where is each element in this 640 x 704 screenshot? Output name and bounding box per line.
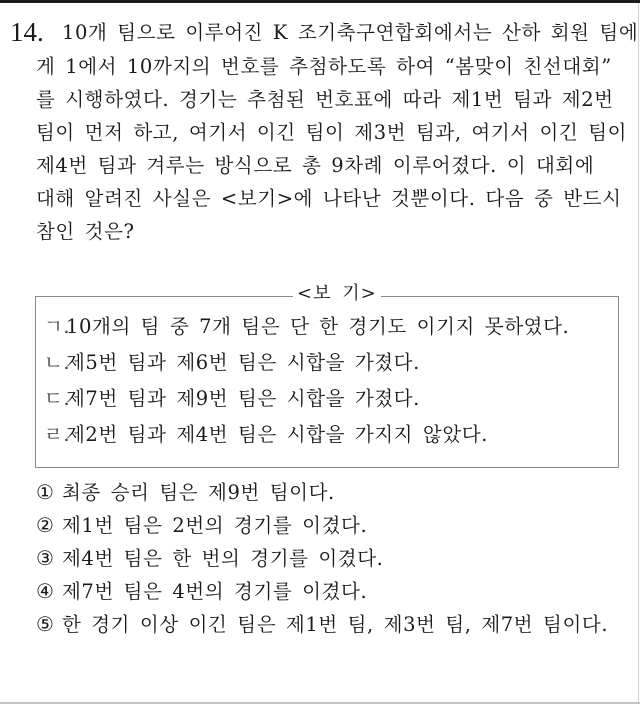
question-line: 참인 것은?	[36, 220, 135, 243]
question-line: 제4번 팀과 겨루는 방식으로 총 9차례 이루어졌다. 이 대회에	[36, 154, 595, 177]
answer-choice-2[interactable]	[36, 512, 367, 539]
answer-choice-4[interactable]	[36, 578, 367, 605]
bogi-text: 10개의 팀 중 7개 팀은 단 한 경기도 이기지 못하였다.	[66, 315, 570, 338]
bogi-text: 제7번 팀과 제9번 팀은 시합을 가졌다.	[66, 387, 420, 410]
choice-text: 제4번 팀은 한 번의 경기를 이겼다.	[62, 547, 384, 570]
question-line: 10개 팀으로 이루어진 K 조기축구연합회에서는 산하 회원 팀에	[62, 21, 639, 44]
bogi-item	[44, 350, 420, 376]
bogi-marker: ㄹ.	[44, 423, 71, 446]
question-line: 를 시행하였다. 경기는 추첨된 번호표에 따라 제1번 팀과 제2번	[36, 88, 614, 111]
bogi-item	[44, 422, 488, 448]
bogi-item	[44, 314, 569, 340]
bogi-text: 제5번 팀과 제6번 팀은 시합을 가졌다.	[66, 351, 420, 374]
choice-marker: ③	[36, 546, 55, 570]
bogi-text: 제2번 팀과 제4번 팀은 시합을 가지지 않았다.	[66, 423, 489, 446]
choice-marker: ④	[36, 579, 55, 603]
choice-text: 최종 승리 팀은 제9번 팀이다.	[62, 481, 335, 504]
page-edge-right	[638, 3, 639, 703]
bogi-marker: ㄷ.	[44, 387, 71, 410]
answer-choice-3[interactable]	[36, 545, 383, 572]
choice-marker: ①	[36, 480, 55, 504]
bogi-item	[44, 386, 420, 412]
answer-choice-1[interactable]	[36, 479, 335, 506]
answer-choice-5[interactable]	[36, 611, 608, 638]
top-rule	[0, 0, 640, 3]
question-number: 14.	[10, 17, 44, 47]
bogi-title: <보 기>	[293, 282, 381, 306]
bogi-marker: ㄴ.	[44, 351, 71, 374]
choice-marker: ②	[36, 513, 55, 537]
question-line: 대해 알려진 사실은 <보기>에 나타난 것뿐이다. 다음 중 반드시	[36, 187, 622, 210]
choice-text: 제1번 팀은 2번의 경기를 이겼다.	[62, 514, 368, 537]
choice-text: 한 경기 이상 이긴 팀은 제1번 팀, 제3번 팀, 제7번 팀이다.	[62, 613, 609, 636]
bogi-marker: ㄱ.	[44, 315, 71, 338]
choice-text: 제7번 팀은 4번의 경기를 이겼다.	[62, 580, 368, 603]
choice-marker: ⑤	[36, 612, 55, 636]
question-line: 팀이 먼저 하고, 여기서 이긴 팀이 제3번 팀과, 여기서 이긴 팀이	[36, 121, 628, 144]
question-line: 게 1에서 10까지의 번호를 추첨하도록 하여 “봄맞이 친선대회”	[36, 55, 612, 78]
